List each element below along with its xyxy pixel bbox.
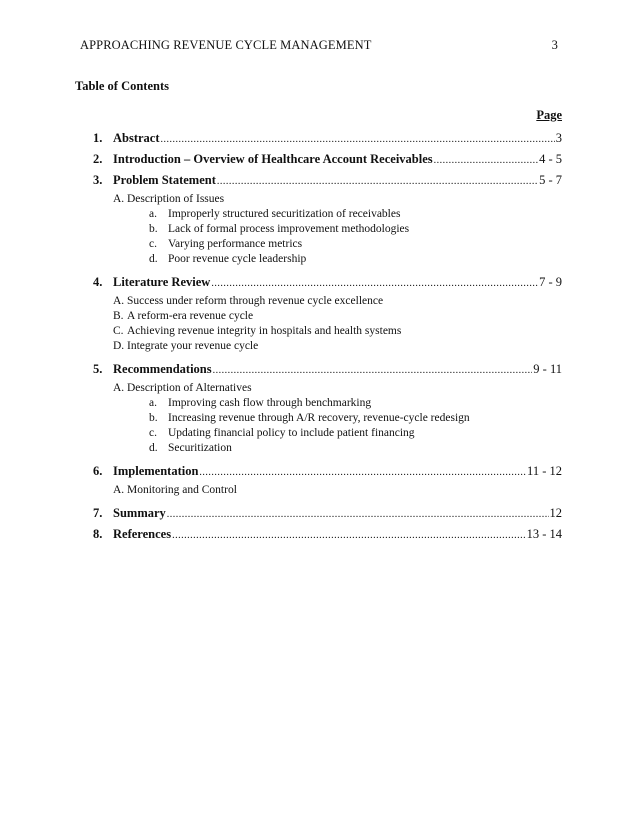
toc-dot-leader bbox=[213, 360, 533, 381]
toc-entry-pages: 11 - 12 bbox=[527, 464, 562, 478]
toc-subsubitem-text: Securitization bbox=[168, 442, 232, 454]
toc-entry-pages: 4 - 5 bbox=[539, 152, 562, 166]
toc-subitem-marker: A. bbox=[113, 484, 125, 496]
toc-entry-number: 5. bbox=[93, 362, 103, 376]
toc-title: Table of Contents bbox=[75, 79, 169, 93]
toc-subsubitem-marker: c. bbox=[149, 427, 157, 439]
toc-subitem-marker: B. bbox=[113, 310, 124, 322]
toc-subsubitem-text: Updating financial policy to include patient financing bbox=[168, 427, 415, 439]
running-title: APPROACHING REVENUE CYCLE MANAGEMENT bbox=[80, 38, 372, 52]
toc-entry-number: 2. bbox=[93, 152, 103, 166]
toc-subitem-marker: A. bbox=[113, 193, 125, 205]
toc-subsubitem-marker: a. bbox=[149, 208, 157, 220]
toc-subitem-marker: D. bbox=[113, 340, 125, 352]
toc-dot-leader bbox=[172, 525, 526, 546]
toc-dot-leader bbox=[434, 150, 538, 171]
toc-entry bbox=[93, 128, 562, 149]
toc-entry bbox=[93, 359, 562, 380]
toc-entry-number: 3. bbox=[93, 173, 103, 187]
toc-entry-pages: 9 - 11 bbox=[533, 362, 562, 376]
toc-entry bbox=[93, 524, 562, 545]
toc-dot-leader bbox=[199, 462, 526, 483]
toc-subsubitem bbox=[149, 396, 562, 411]
toc-entry-pages: 7 - 9 bbox=[539, 275, 562, 289]
toc-entry-title: Introduction – Overview of Healthcare Account Receivables bbox=[113, 152, 433, 166]
toc-subsubitem-text: Lack of formal process improvement methodologies bbox=[168, 223, 410, 235]
toc-entry-pages: 13 - 14 bbox=[526, 527, 562, 541]
toc-subitems bbox=[113, 192, 562, 267]
toc-entry-pages: 12 bbox=[549, 506, 562, 520]
toc-entry-title: Problem Statement bbox=[113, 173, 216, 187]
toc-dot-leader bbox=[211, 273, 538, 294]
toc-entry-number: 1. bbox=[93, 131, 103, 145]
toc-subitem-text: A reform-era revenue cycle bbox=[127, 310, 254, 322]
toc-subitem-text: Achieving revenue integrity in hospitals and health systems bbox=[127, 325, 402, 337]
toc-subitem-text: Description of Alternatives bbox=[127, 382, 252, 394]
toc-subsubitem bbox=[149, 207, 562, 222]
page-number: 3 bbox=[551, 38, 558, 52]
toc-subitem bbox=[113, 339, 562, 354]
toc-subitem-text: Integrate your revenue cycle bbox=[127, 340, 259, 352]
toc-entry-title: Abstract bbox=[113, 131, 160, 145]
table-of-contents bbox=[93, 128, 562, 545]
toc-entry bbox=[93, 272, 562, 293]
toc-entry bbox=[93, 149, 562, 170]
toc-subitem-text: Monitoring and Control bbox=[127, 484, 237, 496]
toc-subitem bbox=[113, 309, 562, 324]
toc-subitem-text: Success under reform through revenue cycle excellence bbox=[127, 295, 384, 307]
toc-subitem bbox=[113, 192, 562, 207]
toc-subsubitem-marker: b. bbox=[149, 223, 158, 235]
toc-entry-pages: 5 - 7 bbox=[539, 173, 562, 187]
toc-subsubitem-marker: d. bbox=[149, 442, 158, 454]
toc-subsubitem bbox=[149, 426, 562, 441]
toc-subitem bbox=[113, 324, 562, 339]
toc-subsubitem-marker: d. bbox=[149, 253, 158, 265]
toc-entry-title: References bbox=[113, 527, 172, 541]
toc-dot-leader bbox=[217, 171, 538, 192]
toc-entry bbox=[93, 461, 562, 482]
toc-subsubitem-text: Poor revenue cycle leadership bbox=[168, 253, 307, 265]
toc-subsubitem-text: Varying performance metrics bbox=[168, 238, 303, 250]
toc-subitems bbox=[113, 294, 562, 354]
toc-subitem bbox=[113, 294, 562, 309]
toc-dot-leader bbox=[167, 504, 549, 525]
toc-subsubitem-text: Increasing revenue through A/R recovery, revenue-cycle redesign bbox=[168, 412, 470, 424]
toc-entry-title: Implementation bbox=[113, 464, 199, 478]
toc-subsubitem-marker: b. bbox=[149, 412, 158, 424]
toc-subitems bbox=[113, 483, 562, 498]
toc-entry-title: Literature Review bbox=[113, 275, 211, 289]
toc-subitem-marker: C. bbox=[113, 325, 124, 337]
page-column-label: Page bbox=[536, 108, 562, 122]
toc-dot-leader bbox=[161, 129, 555, 150]
toc-subsubitem bbox=[149, 222, 562, 237]
toc-subitems bbox=[113, 381, 562, 456]
toc-subsubitem bbox=[149, 441, 562, 456]
toc-entry-number: 8. bbox=[93, 527, 103, 541]
toc-subitem-text: Description of Issues bbox=[127, 193, 225, 205]
toc-entry-pages: 3 bbox=[555, 131, 562, 145]
toc-entry-number: 6. bbox=[93, 464, 103, 478]
toc-subsubitem-text: Improving cash flow through benchmarking bbox=[168, 397, 372, 409]
toc-subitem bbox=[113, 483, 562, 498]
toc-subsubitem bbox=[149, 252, 562, 267]
toc-entry-title: Recommendations bbox=[113, 362, 212, 376]
toc-subsubitem-marker: a. bbox=[149, 397, 157, 409]
toc-subitem-marker: A. bbox=[113, 382, 125, 394]
toc-entry bbox=[93, 503, 562, 524]
toc-entry bbox=[93, 170, 562, 191]
toc-entry-title: Summary bbox=[113, 506, 166, 520]
running-header bbox=[80, 38, 558, 53]
toc-subitem bbox=[113, 381, 562, 396]
toc-subsubitem bbox=[149, 411, 562, 426]
toc-subitem-marker: A. bbox=[113, 295, 125, 307]
toc-subsubitem-text: Improperly structured securitization of receivables bbox=[168, 208, 401, 220]
toc-entry-number: 7. bbox=[93, 506, 103, 520]
toc-subsubitem-marker: c. bbox=[149, 238, 157, 250]
toc-subsubitem bbox=[149, 237, 562, 252]
toc-entry-number: 4. bbox=[93, 275, 103, 289]
